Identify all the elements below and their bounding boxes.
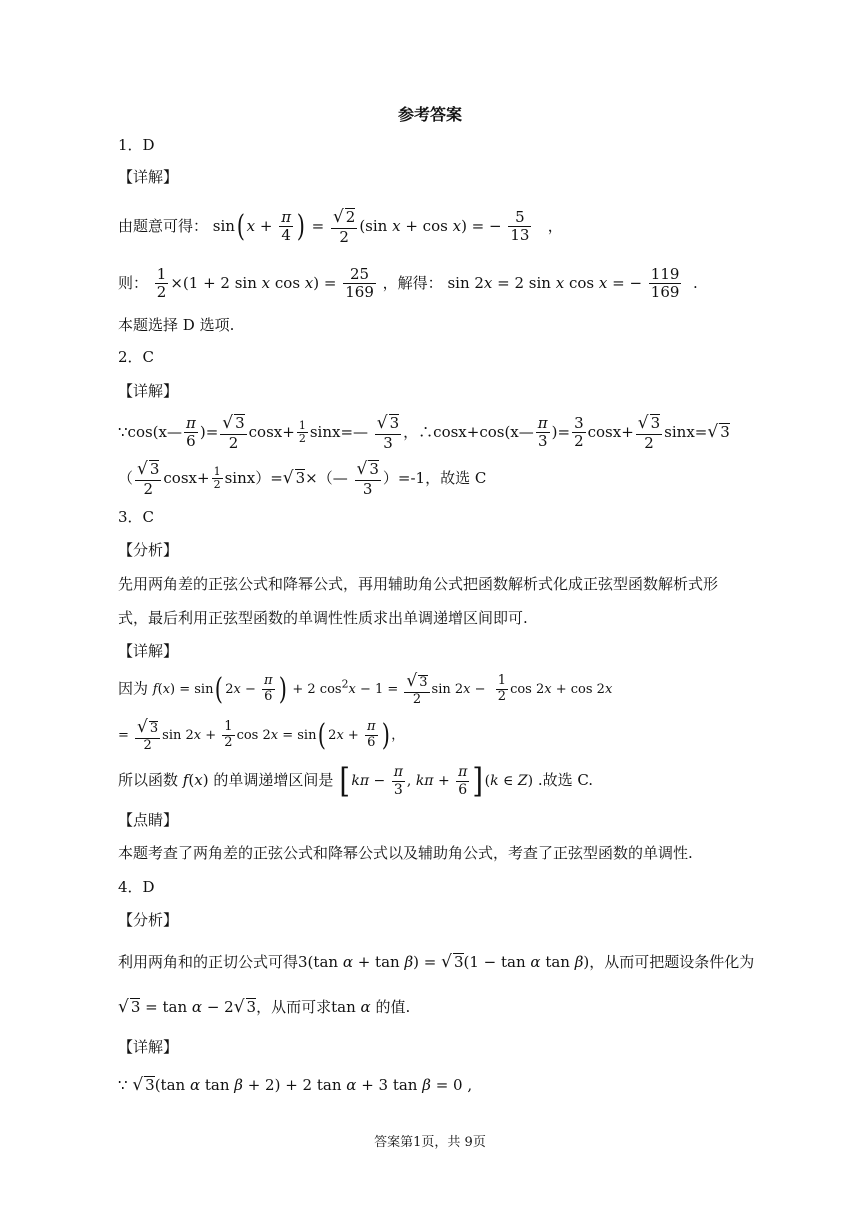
q4-formula-3: tan α bbox=[331, 998, 371, 1016]
q3-answer: 3．C bbox=[118, 508, 155, 526]
q3-analysis-label: 【分析】 bbox=[118, 541, 179, 559]
q4-analysis-l1-suffix: ，从而可把题设条件化为 bbox=[589, 953, 755, 971]
q1-detail-label: 【详解】 bbox=[118, 168, 179, 186]
q3-interval-line bbox=[118, 761, 594, 801]
q3-comment-text: 本题考查了两角差的正弦公式和降幂公式以及辅助角公式，考查了正弦型函数的单调性. bbox=[118, 844, 693, 862]
q2-answer: 2．C bbox=[118, 348, 155, 366]
q2-formula-line1: ∵cos(x— $\frac{\pi}{6}$ )= $\frac{√ 3}{2}$ cosx+ $\frac{1}{2}$ sinx=— $\frac{√ 3}{3}$ ，∴cosx+cos(x— $\frac{\pi}{3}$ )= $\frac{3}{2}$ cosx+ $\frac{√ 3}{2}$ sinx=√ 3 bbox=[118, 413, 730, 452]
q4-analysis-line2 bbox=[118, 998, 410, 1016]
q2-detail-label: 【详解】 bbox=[118, 382, 179, 400]
q4-formula-4: ∵ √ 3(tan α tan β + 2) + 2 tan α + 3 tan β = 0 , bbox=[118, 1075, 473, 1095]
q4-analysis-line1 bbox=[118, 953, 754, 971]
q3-interval-formula: [kπ − $\frac{\pi}{3}$ , kπ + $\frac{\pi}{6}$ ](k ∈ Z) bbox=[339, 761, 534, 801]
q3-interval-mid: 的单调递增区间是 bbox=[213, 771, 334, 789]
q4-formula-1: 3(tan α + tan β) = √ 3(1 − tan α tan β) bbox=[298, 952, 590, 972]
q3-fx: f(x) bbox=[182, 771, 209, 789]
q2-formula-line2: （ $\frac{√ 3}{2}$ cosx+ $\frac{1}{2}$ sinx）=√ 3×（— $\frac{√ 3}{3}$ ）=-1，故选 C bbox=[118, 459, 487, 498]
q4-answer: 4．D bbox=[118, 878, 155, 896]
q1-formula-3: sin 2x = 2 sin x cos x = − $\frac{119}{169}$ . bbox=[447, 265, 698, 302]
q4-formula-2: √ 3 = tan α − 2√ 3 bbox=[118, 997, 257, 1017]
q2-tail: =-1，故选 C bbox=[397, 468, 487, 487]
q3-detail-line2 bbox=[118, 718, 404, 753]
q1-line1-prefix: 由题意可得： bbox=[118, 216, 209, 235]
q4-analysis-l2-end: 的值. bbox=[375, 998, 411, 1016]
q1-answer: 1．D bbox=[118, 136, 155, 154]
q1-formula-2: $\frac{1}{2}$ ×(1 + 2 sin x cos x) = $\frac{25}{169}$ bbox=[156, 265, 374, 302]
q4-analysis-label: 【分析】 bbox=[118, 911, 179, 929]
q1-conclusion: 本题选择 D 选项. bbox=[118, 316, 235, 334]
q3-detail-line1 bbox=[118, 672, 612, 707]
q4-analysis-l2-suffix: ，从而可求 bbox=[256, 998, 332, 1016]
q3-interval-suffix: .故选 C. bbox=[537, 771, 594, 789]
q4-detail-label: 【详解】 bbox=[118, 1038, 179, 1056]
q3-detail-prefix: 因为 bbox=[118, 679, 149, 698]
q1-formula-line1 bbox=[118, 208, 563, 246]
q3-detail-label: 【详解】 bbox=[118, 642, 179, 660]
q3-formula-1: f(x) = sin( 2x − $\frac{\pi}{6}$ ) + 2 $\cos^2x - 1$ = $\frac{√ 3}{2}$ sin 2x − $\frac{1}{2}$ cos 2x + cos 2x bbox=[152, 671, 613, 707]
page-footer: 答案第1页，共 9页 bbox=[374, 1135, 486, 1150]
q3-formula-2: = $\frac{√ 3}{2}$ sin 2x + $\frac{1}{2}$ cos 2x = sin( 2x + $\frac{\pi}{6}$ ) ， bbox=[118, 717, 405, 753]
q3-analysis-line1: 先用两角差的正弦公式和降幂公式，再用辅助角公式把函数解析式化成正弦型函数解析式形 bbox=[118, 575, 719, 593]
q1-formula-1: sin( x + $\frac{\pi}{4}$ ) = $\frac{√ 2}{2}$ (sin x + cos x) = − $\frac{5}{13}$ ， bbox=[212, 207, 563, 246]
q1-formula-line2 bbox=[118, 266, 698, 302]
q3-analysis-line2: 式，最后利用正弦型函数的单调性性质求出单调递增区间即可. bbox=[118, 609, 528, 627]
q4-analysis-l1-prefix: 利用两角和的正切公式可得 bbox=[118, 953, 299, 971]
q1-line2-mid: ，解得： bbox=[382, 273, 443, 292]
q4-detail-line1 bbox=[118, 1076, 472, 1094]
q3-interval-prefix: 所以函数 bbox=[118, 771, 179, 789]
q3-comment-label: 【点睛】 bbox=[118, 811, 179, 829]
page-title: 参考答案 bbox=[398, 105, 463, 124]
q1-line2-prefix: 则： bbox=[118, 273, 149, 292]
